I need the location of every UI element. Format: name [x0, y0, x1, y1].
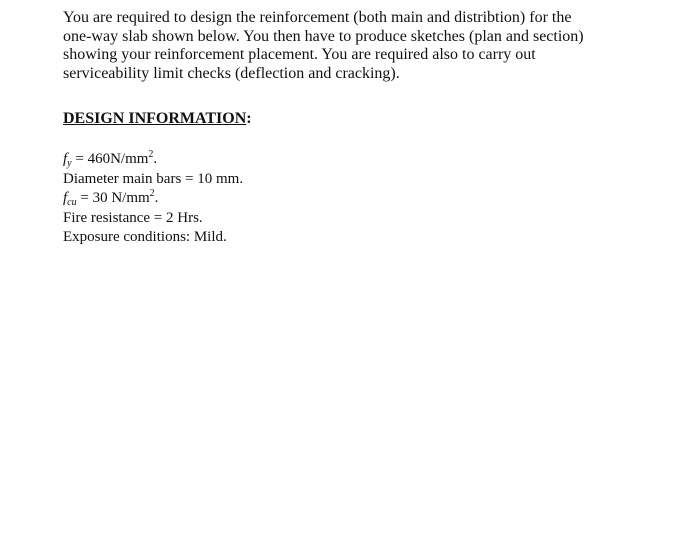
fcu-end: .: [154, 190, 159, 206]
fy-value: = 460N/mm: [71, 151, 149, 167]
fcu-value: = 30 N/mm: [76, 190, 150, 206]
intro-line-1: You are required to design the reinforcement (both main and distribtion) for the: [63, 9, 572, 26]
fy-subscript: y: [67, 158, 72, 169]
heading-colon: :: [246, 110, 252, 127]
exposure-row: Exposure conditions: Mild.: [63, 229, 227, 245]
intro-line-3: showing your reinforcement placement. You are required also to carry out: [63, 46, 536, 63]
fcu-symbol: f: [63, 190, 68, 206]
fcu-subscript: cu: [67, 197, 77, 208]
fy-end: .: [153, 151, 158, 167]
fy-row: [63, 150, 563, 170]
intro-line-2: one-way slab shown below. You then have to produce sketches (plan and section): [63, 27, 584, 45]
design-information-heading: [63, 109, 252, 129]
design-information-list: [63, 150, 563, 248]
fy-superscript: 2: [148, 149, 154, 160]
fy-symbol: f: [63, 151, 68, 167]
fire-resistance-row: Fire resistance = 2 Hrs.: [63, 209, 203, 226]
fcu-superscript: 2: [149, 188, 155, 199]
fcu-row: [63, 189, 563, 209]
diameter-row: Diameter main bars = 10 mm.: [63, 170, 244, 187]
heading-text: DESIGN INFORMATION: [63, 110, 247, 127]
intro-paragraph: [63, 9, 663, 83]
intro-line-4: serviceability limit checks (deflection and cracking).: [63, 64, 400, 82]
